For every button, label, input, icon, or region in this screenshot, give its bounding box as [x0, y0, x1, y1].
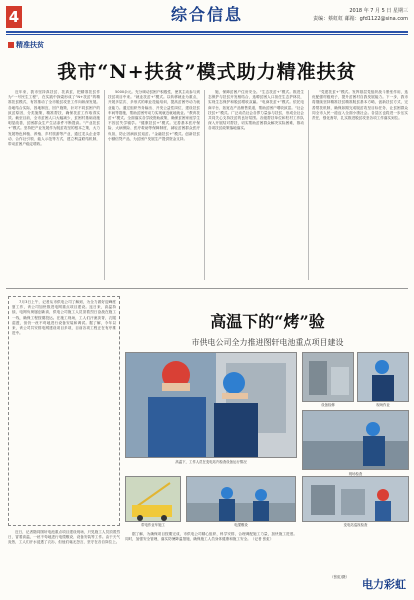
section-title: 综合信息	[170, 5, 243, 24]
main-headline: 我市“N+扶贫”模式助力精准扶贫	[57, 61, 357, 83]
photo-caption-3: 现场作业	[376, 403, 390, 407]
article-column-2	[108, 90, 200, 280]
workers-illustration	[126, 353, 297, 458]
header-rule	[6, 31, 408, 33]
photo-caption-5: 电缆敷设	[234, 523, 248, 527]
second-subheadline: 市供电公司全力推进图轩电池重点项目建设	[191, 338, 344, 347]
photo-truck	[125, 476, 181, 522]
inspection-illustration	[303, 411, 409, 470]
page-number: 4	[6, 6, 22, 28]
equipment-illustration	[303, 353, 354, 402]
photo-workers-hardhats	[125, 352, 297, 458]
photo-caption-4: 带电作业车施工	[141, 523, 165, 527]
date-line: 2018 年 7 月 5 日 星期三	[349, 8, 408, 14]
photo-caption-6: 现场检查	[348, 472, 363, 476]
photo-author: （张虹/摄）	[330, 575, 350, 579]
second-headline: 高温下的“烤”验	[210, 312, 325, 331]
side-story-text-2: 近日，记者随同图轩电池重点项目建设现场，只见施工人员顶着烈日，冒着高温，一丝不苟地进行电缆敷设、设备安装等工作。由于天气炎热，工人们汗水浸透了衣衫，但他们毫无怨言，坚守在各自岗位上。	[8, 530, 120, 545]
article-column-1	[8, 90, 100, 280]
photo-worker-panel	[357, 352, 409, 402]
photo-caption-1: 高温下，工作人员在变电站内检查设备运行情况	[175, 460, 247, 464]
article-column-3	[208, 90, 304, 280]
section-divider	[6, 288, 408, 289]
second-story-paragraph: 据了解，为确保项目按期完成，市供电公司精心组织、科学安排，合理调配施工力量，加快施工进度。同时，加强安全管理，落实防暑降温措施，确保施工人员身体健康和施工安全。（记者 张虹）	[125, 532, 297, 542]
photo-inspection	[302, 410, 409, 470]
truck-illustration	[126, 477, 181, 522]
cable-illustration	[187, 477, 296, 522]
article-column-4	[312, 90, 408, 280]
substation-illustration	[303, 477, 409, 522]
side-story-continued	[8, 530, 120, 592]
photo-caption-2: 设备检修	[321, 403, 335, 407]
side-story-text: 7月3日上午，记者从市供电公司了解到，为全力做好迎峰度夏工作，该公司加快推进电网重点项目建设。连日来，高温持续，电网负荷屡创新高，供电公司施工人员顶着烈日奋战在施工一线，确保工程按期投运。在施工现场，工人们汗流浃背，衣服湿透，但仍一丝不苟地进行设备安装和调试。据了解，今年以来，该公司共安排电网建设项目多项，目前各项工程正在有序推进中。	[12, 300, 116, 336]
brand-logo: 电力彩虹	[362, 578, 406, 591]
second-story-body	[125, 532, 297, 582]
photo-cable	[186, 476, 296, 522]
column-tag	[8, 41, 44, 50]
page-header	[0, 0, 414, 32]
column-tag-label: 精准扶贫	[16, 41, 44, 49]
square-bullet-icon	[8, 42, 14, 48]
article-paragraph: “党建扶贫+”模式。发挥基层党组织战斗堡垒作用，选优配强村级班子，提升贫困村自我发展能力。下一步，我市将继续坚持精准扶贫精准脱贫基本方略，创新扶贫方式，完善帮扶机制，确保如期完成脱贫攻坚目标任务，让贫困群众同全市人民一道迈入全面小康社会。各县区也将进一步压实责任，强化督导，扎实推进脱贫攻坚各项工作落实到位。	[312, 90, 408, 121]
photo-caption-7: 变电站巡视检查	[343, 523, 368, 527]
column-divider	[308, 90, 309, 280]
column-divider	[204, 90, 205, 280]
photo-equipment	[302, 352, 354, 402]
article-paragraph: 施，保障贫困户住房安全。“生态扶贫+”模式。推进生态保护与扶贫开发相结合，选聘贫困人口担任生态护林员，实现生态保护和脱贫增收双赢。“电商扶贫+”模式。依托电商平台，拓宽农产品销售渠道，帮助贫困户增收致富。“社会扶贫+”模式。广泛动员社会各界力量参与扶贫，形成全社会共同关心支持扶贫的良好氛围。各级帮扶单位和驻村工作队深入开展结对帮扶，切实帮助贫困群众解决实际困难，推动各项扶贫政策落地落实。	[208, 90, 304, 131]
article-paragraph: 近年来，我市坚持真扶贫、扶真贫，把精准扶贫作为“一号民生工程”，在实践中探索形成了“N+扶贫”的精准扶贫模式，有效推动了全市脱贫攻坚工作向纵深发展。各地结合实际，因地制宜，因户施策，针对不同贫困户的致贫原因，分类施策，精准帮扶，确保扶贫工作取得实效。截至目前，全市贫困人口大幅减少，贫困村基础设施明显改善，贫困群众生产生活条件不断提高。“产业扶贫+”模式。坚持把产业发展作为脱贫攻坚的根本之策，大力发展特色种植、养殖、乡村旅游等产业，通过龙头企业带动、合作社引领、能人示范等方式，建立利益联结机制，带动贫困户稳定增收。	[8, 90, 100, 147]
worker-panel-illustration	[358, 353, 409, 402]
photo-substation	[302, 476, 409, 522]
header-rule-thin	[6, 34, 408, 35]
column-divider	[104, 90, 105, 280]
article-paragraph: 5000余元。充分调动贫困户积极性，使其主动参与到扶贫项目中来。“就业扶贫+”模式。以转移就业为重点，开展多层次、多形式的职业技能培训，提高贫困劳动力就业能力。通过组织劳务输出、开发公益性岗位、建设扶贫车间等措施，帮助贫困劳动力实现就近就地就业。“教育扶贫+”模式。全面落实各学段资助政策，确保贫困家庭学生不因贫失学辍学。“健康扶贫+”模式。完善基本医疗保险、大病保险、医疗救助等保障制度，减轻贫困群众医疗负担，防止因病致贫返贫。“金融扶贫+”模式。创新扶贫小额信贷产品，为贫困户发展生产提供资金支持。	[108, 90, 200, 141]
editor-contact: 责编：蔡虹虹 邮箱：gfd1122@sina.com	[313, 16, 408, 22]
side-story-box	[8, 296, 120, 526]
